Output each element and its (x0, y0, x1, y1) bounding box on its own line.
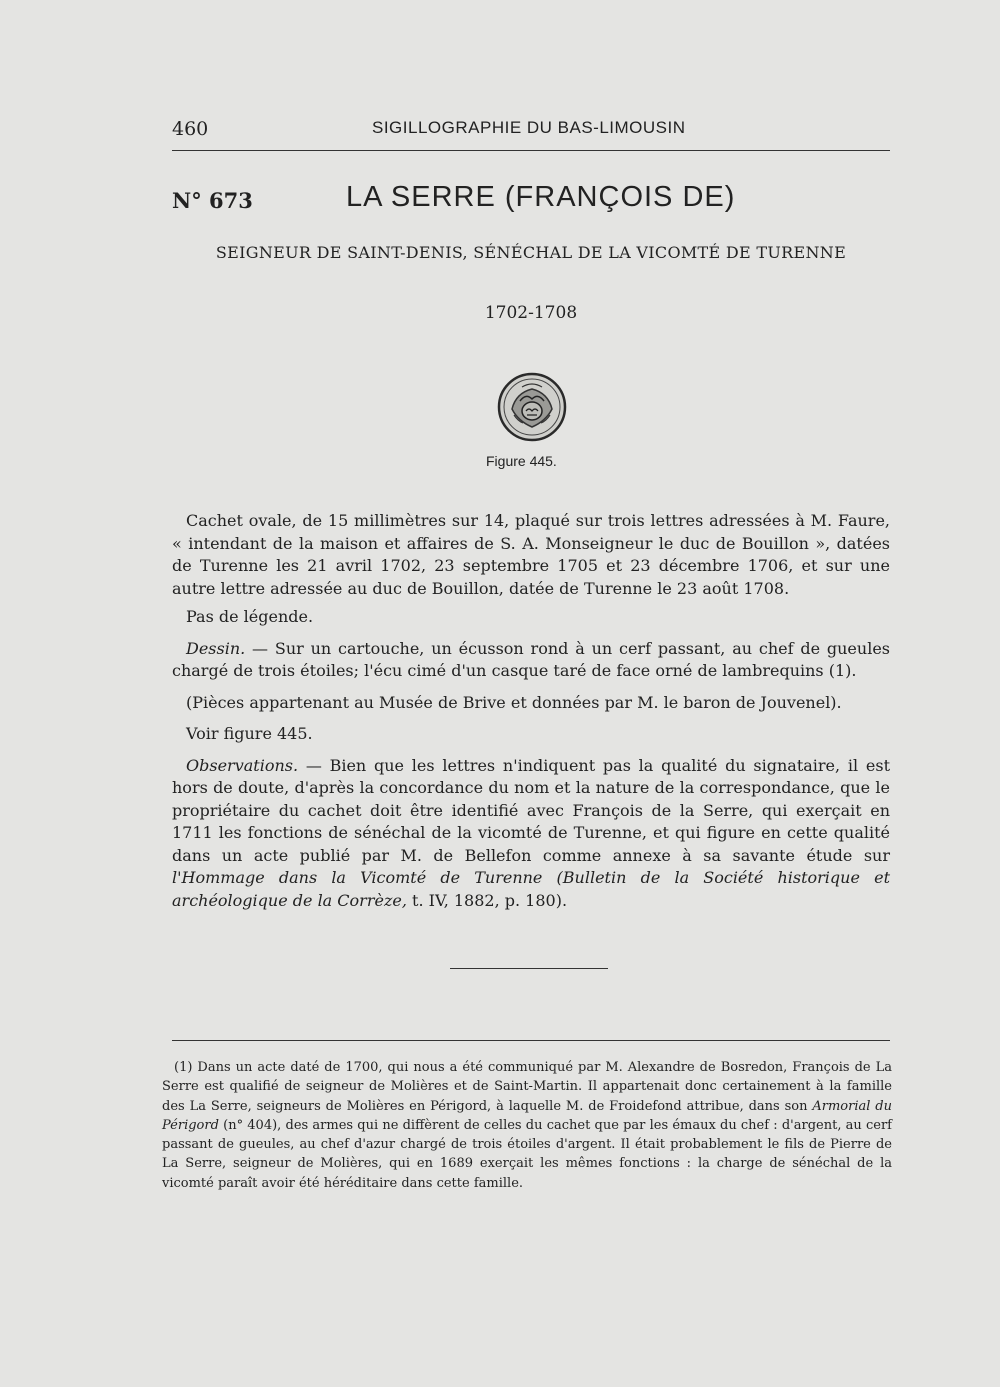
footnote-rule (172, 1040, 890, 1041)
observations-text: — Bien que les lettres n'indiquent pas la qualité du signataire, il est hors de doute, d'après la concordance du nom et la nature de la correspondance, que le propriétaire du cachet doit être identifié avec François de la Serre, qui exerçait en 1711 les fonctions de sénéchal de la vicomté de Turenne, et qui figure en cette qualité dans un acte publié par M. de Bellefon comme annexe à sa savante étude sur (172, 755, 890, 865)
footnote (162, 1058, 892, 1193)
paragraph-legend: Pas de légende. (186, 607, 314, 626)
header-rule (172, 150, 890, 151)
design-text: — Sur un cartouche, un écusson rond à un cerf passant, au chef de gueules chargé de trois étoiles; l'écu cimé d'un casque taré de face orné de lambrequins (1). (172, 638, 890, 680)
footnote-text-b: (n° 404), des armes qui ne diffèrent de celles du cachet que par les émaux du chef : d'argent, au cerf passant de gueules, au chef d'azur chargé de trois étoiles d'argent. Il était probablement le fils de Pierre de La Serre, seigneur de Molières, qui en 1689 exerçait les mêmes fonctions : la charge de sénéchal de la vicomté paraît avoir été héréditaire dans cette famille. (162, 1117, 892, 1191)
footnote-text-a: (1) Dans un acte daté de 1700, qui nous a été communiqué par M. Alexandre de Bosredon, François de La Serre est qualifié de seigneur de Molières et de Saint-Martin. Il appartenait donc certainement à la famille des La Serre, seigneurs de Molières en Périgord, à laquelle M. de Froidefond attribue, dans son (162, 1060, 892, 1114)
seal-figure-icon (496, 371, 568, 443)
observations-citation: t. IV, 1882, p. 180). (406, 890, 568, 910)
running-title: SIGILLOGRAPHIE DU BAS-LIMOUSIN (372, 118, 686, 137)
paragraph-provenance: (Pièces appartenant au Musée de Brive et données par M. le baron de Jouvenel). (186, 692, 842, 712)
page-number: 460 (172, 118, 209, 140)
paragraph-observations (172, 755, 890, 913)
entry-subtitle: SEIGNEUR DE SAINT-DENIS, SÉNÉCHAL DE LA VICOMTÉ DE TURENNE (215, 243, 847, 262)
paragraph-design (172, 638, 890, 683)
footnote-reference: Armorial du Périgord (162, 1098, 892, 1133)
entry-number: N° 673 (172, 188, 253, 213)
running-head (172, 118, 890, 142)
body-text (172, 510, 890, 921)
paragraph-see-figure: Voir figure 445. (186, 724, 313, 743)
entry-dates: 1702-1708 (484, 303, 578, 323)
entry-title: LA SERRE (FRANÇOIS DE) (346, 181, 736, 213)
figure-caption: Figure 445. (486, 453, 557, 469)
section-end-rule (450, 968, 608, 969)
footnote-paragraph (162, 1058, 892, 1193)
observations-reference: l'Hommage dans la Vicomté de Turenne (Bulletin de la Société historique et archéologique de la Corrèze, (172, 868, 890, 910)
paragraph-description: Cachet ovale, de 15 millimètres sur 14, plaqué sur trois lettres adressées à M. Faure, « intendant de la maison et affaires de S. A. Monseigneur le duc de Bouillon », datées de Turenne les 21 avril 1702, 23 septembre 1705 et 23 décembre 1706, et sur une autre lettre adressée au duc de Bouillon, datée de Turenne le 23 août 1708. (172, 511, 890, 598)
design-label: Dessin. (186, 638, 246, 658)
observations-label: Observations. (186, 755, 299, 775)
